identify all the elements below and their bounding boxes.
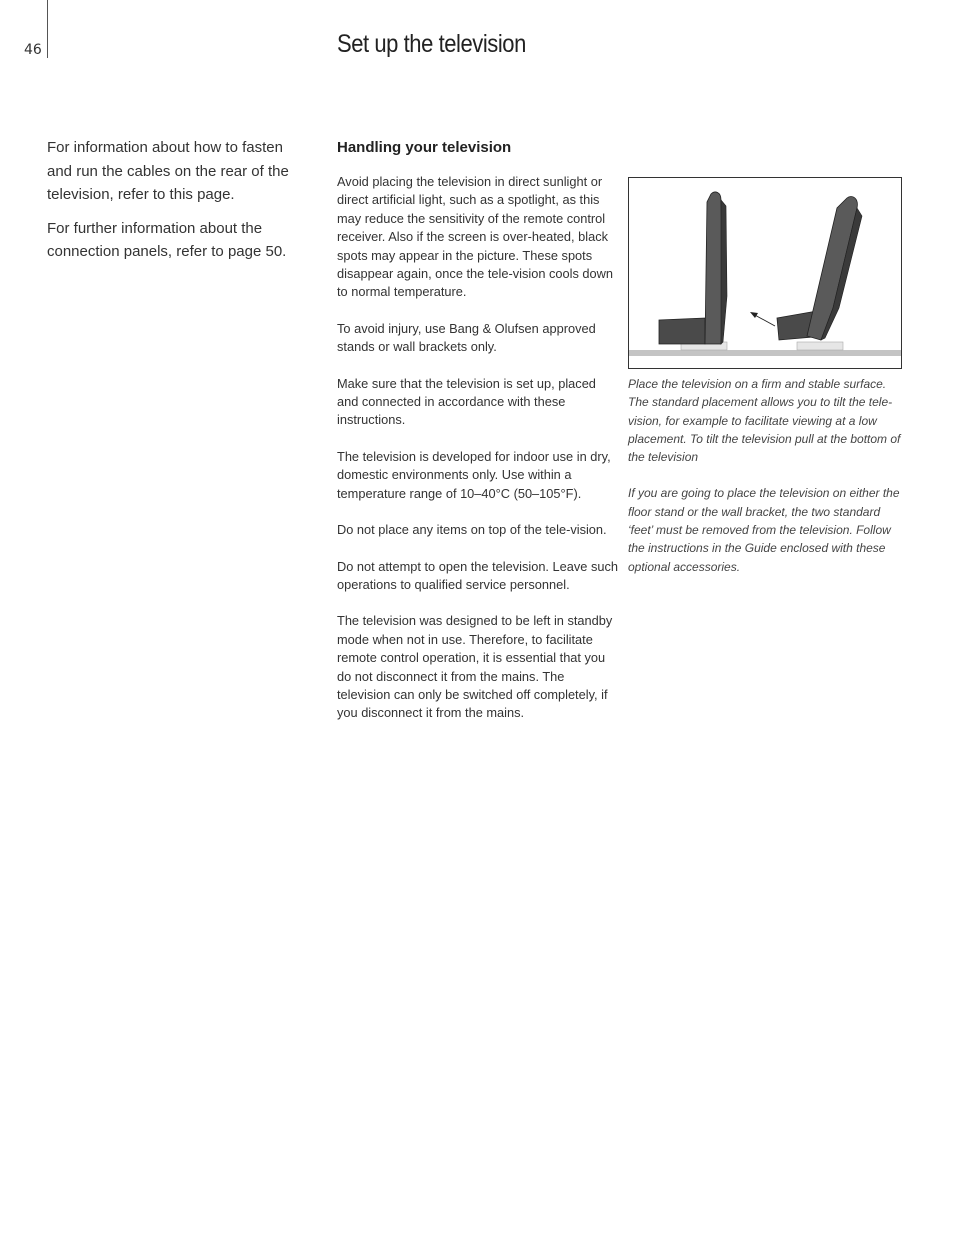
body-paragraph: Do not attempt to open the television. Leave such operations to qualified service personnel. (337, 558, 619, 592)
page-title: Set up the television (337, 30, 526, 58)
caption-paragraph: Place the television on a firm and stable surface. The standard placement allows you to tilt the tele-vision, for example to facilitate viewing at a low placement. To tilt the television pull at the bottom of the television (628, 377, 901, 465)
section-heading: Handling your television (337, 139, 512, 156)
tv-tilt-drawing (629, 178, 901, 368)
page-margin-rule (47, 0, 48, 58)
sidebar-note: For further information about the connection panels, refer to page 50. (47, 219, 287, 260)
sidebar-notes (47, 136, 303, 274)
tv-foot-right (797, 342, 843, 350)
tv-tilt-illustration (628, 177, 902, 369)
main-column (337, 138, 619, 741)
sidebar-note: For information about how to fasten and run the cables on the rear of the television, refer to this page. (47, 139, 289, 203)
body-paragraph: Avoid placing the television in direct sunlight or direct artificial light, such as a spotlight, as this may reduce the sensitivity of the remote control receiver. Also if the screen is over-heated, black spots may appear in the picture. These spots disappear again, once the tele-vision cools down to normal temperature. (337, 174, 614, 300)
body-paragraph: Do not place any items on top of the tele-vision. (337, 522, 607, 538)
tv-screen-left (705, 192, 723, 344)
body-paragraph: The television is developed for indoor use in dry, domestic environments only. Use within a temperature range of 10–40°C (50–105°F). (337, 448, 611, 501)
body-paragraph: The television was designed to be left in standby mode when not in use. Therefore, to facilitate remote control operation, it is essential that you do not disconnect it from the mains. The television can only be switched off completely, if you disconnect it from the mains. (337, 613, 613, 721)
page-number: 46 (24, 42, 42, 58)
body-paragraph: To avoid injury, use Bang & Olufsen approved stands or wall brackets only. (337, 320, 596, 355)
floor-surface (629, 350, 901, 356)
figure-caption (628, 375, 906, 594)
body-paragraph: Make sure that the television is set up, placed and connected in accordance with these instructions. (337, 375, 596, 428)
tilt-arrow-head (750, 312, 758, 318)
tv-back-left (721, 200, 727, 344)
tv-stand-base-left (659, 318, 705, 344)
caption-paragraph: If you are going to place the television on either the floor stand or the wall bracket, the two standard ‘feet’ must be removed from the television. Follow the instructions in the Guide enclosed with these optional accessories. (628, 486, 900, 574)
